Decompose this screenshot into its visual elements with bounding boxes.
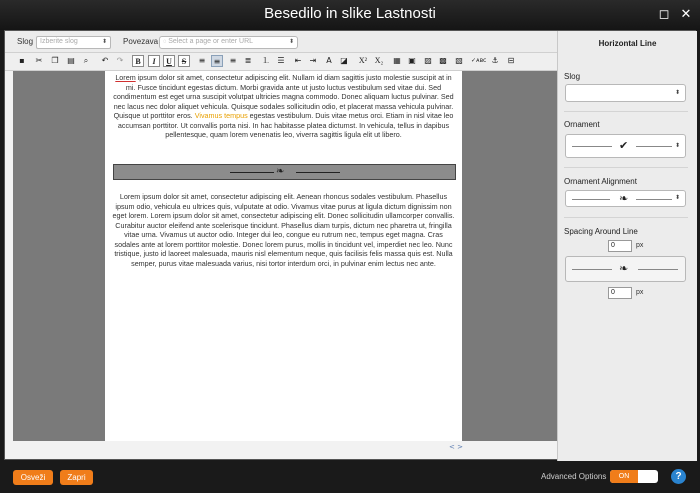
paragraph-1[interactable]	[111, 73, 456, 140]
paragraph-2[interactable]: Lorem ipsum dolor sit amet, consectetur adipiscing elit. Aenean rhoncus sodales vestibulum. Phasellus ipsum odio, vehicula eu ultrices quis, vulputate at odio. Vivamus vitae purus at ligula dictum dignissim non eget lorem. Lorem ipsum dolor sit amet, consectetur adipiscing elit. Donec sollicitudin ullamcorper convallis. Curabitur auctor eleifend ante scelerisque tincidunt. Phasellus diam turpis, dictum nec pharetra ut, fringilla vitae urna. Vivamus ut auctor odio. Integer dui leo, congue eu rutrum nec, tempus eget magna. Cras sodales ante at lorem porttitor molestie. Donec lorem purus, mollis in tincidunt vel, imperdiet nec leo. Nunc tristique, justo id laoreet malesuada, mauris nisl elementum neque, quis facilisis felis massa quis est. Nulla semper, purus vitae malesuada varius, nisi tortor interdum orci, in pulvinar enim lectus nec ante.	[112, 192, 455, 268]
cut-icon[interactable]: ✂	[35, 56, 43, 65]
ornament-alignment-label: Ornament Alignment	[564, 177, 637, 186]
slog-label: Slog	[17, 37, 34, 46]
chevron-updown-icon: ⬍	[674, 194, 680, 201]
slog-select[interactable]	[36, 36, 111, 49]
checkmark-ornament-icon: ✔	[619, 139, 629, 152]
find-icon[interactable]: ⌕	[83, 56, 89, 65]
spacing-label: Spacing Around Line	[564, 227, 638, 236]
image-icon[interactable]: ▨	[424, 56, 432, 65]
ornament-alignment-select[interactable]	[565, 190, 686, 207]
dash-left	[572, 199, 610, 200]
bottom-bar	[0, 461, 700, 493]
editor-toolbar	[5, 53, 557, 71]
gallery-icon[interactable]: ▩	[439, 56, 447, 65]
horizontal-line-icon[interactable]: ⊟	[507, 56, 515, 65]
table-icon[interactable]: ▦	[393, 56, 401, 65]
anchor-icon[interactable]: ⚓	[491, 56, 499, 65]
scroll-arrows-icon[interactable]: < >	[449, 443, 463, 451]
chevron-updown-icon: ⬍	[101, 38, 107, 45]
box-icon[interactable]: ▣	[408, 56, 416, 65]
slog-panel-label: Slog	[564, 72, 581, 81]
ornament-label: Ornament	[564, 120, 600, 129]
divider	[564, 167, 688, 168]
properties-panel	[557, 31, 697, 461]
advanced-options-toggle[interactable]	[610, 470, 658, 483]
leaf-ornament-icon: ❧	[619, 192, 629, 205]
divider	[564, 111, 688, 112]
title-bar	[0, 0, 700, 30]
selected-horizontal-line[interactable]	[113, 164, 456, 180]
dialog-body	[4, 30, 696, 460]
paragraph-1-text-b: egestas vestibulum. Duis vitae metus orci. Etiam in nisl vitae leo accumsan porttitor. Ut convallis porta nisi. In hac habitasse platea dictumst. In vehicula, tellus in dapibus pellentesque, quam lorem venenatis leo, viverra sagittis ligula elit ut libero.	[117, 111, 454, 139]
zapri-button[interactable]: Zapri	[60, 470, 93, 485]
media-icon[interactable]: ▧	[455, 56, 463, 65]
ornament-select[interactable]	[565, 134, 686, 158]
povezava-label: Povezava	[123, 37, 159, 46]
dash-right	[638, 269, 678, 270]
dash-right	[636, 146, 672, 147]
dash-left	[572, 146, 612, 147]
ornament-leaf-icon: ❧	[276, 166, 285, 177]
editor-page[interactable]	[105, 71, 462, 441]
line-left-segment	[230, 172, 274, 173]
spacing-preview	[565, 256, 686, 282]
align-justify-icon[interactable]: ≣	[244, 56, 252, 65]
help-icon[interactable]: ?	[671, 469, 686, 484]
chevron-updown-icon: ⬍	[674, 89, 680, 96]
toggle-on-label: ON	[610, 470, 638, 483]
bullet-list-icon[interactable]: ☰	[277, 56, 285, 65]
align-right-icon[interactable]: ≡	[229, 56, 237, 65]
numbered-list-icon[interactable]: ⒈	[262, 56, 270, 65]
osvezi-button[interactable]: Osveži	[13, 470, 53, 485]
slog-select-placeholder: Izberite slog	[40, 38, 78, 45]
paragraph-1-text-a: ipsum dolor sit amet, consectetur adipiscing elit. Nullam id diam sagittis justo molestie suscipit at in mi. Fusce tincidunt egestas dictum. Morbi gravida ante ut justo luctus vestibulum sed vitae dui. Sed condimentum est eget urna suscipit volutpat ultricies magna commodo. Donec aliquam luctus pulvinar. Sed nec lacus nec dolor aliquet vehicula. Quisque sodales sollicitudin odio, et placerat massa vehicula pulvinar. Quisque ut porttitor eros.	[113, 73, 454, 120]
text-color-icon[interactable]: A	[326, 56, 332, 65]
spacing-leaf-icon: ❧	[619, 262, 629, 275]
superscript-button[interactable]: X²	[358, 56, 368, 65]
panel-title: Horizontal Line	[598, 39, 657, 48]
spellcheck-icon[interactable]: ✓ᴀʙᴄ	[471, 57, 487, 64]
subscript-button[interactable]: X₂	[374, 56, 384, 65]
align-left-icon[interactable]: ≡	[198, 56, 206, 65]
redo-icon[interactable]: ↷	[116, 56, 124, 65]
advanced-options-label: Advanced Options	[541, 472, 607, 481]
misspelled-word: Lorem	[115, 73, 136, 82]
spacing-top-input[interactable]: 0	[608, 240, 632, 252]
chevron-updown-icon: ⬍	[674, 142, 680, 149]
dash-left	[572, 269, 612, 270]
paste-icon[interactable]: ▤	[67, 56, 75, 65]
spacing-bottom-input[interactable]: 0	[608, 287, 632, 299]
spacing-bottom-unit: px	[636, 289, 644, 296]
bold-button[interactable]: B	[132, 55, 144, 67]
save-icon[interactable]: ▪	[19, 56, 25, 65]
divider	[564, 217, 688, 218]
underline-button[interactable]: U	[163, 55, 175, 67]
dash-right	[636, 199, 672, 200]
link-select-placeholder: Select a page or enter URL	[168, 38, 254, 45]
indent-icon[interactable]: ⇥	[309, 56, 317, 65]
slog-panel-select[interactable]	[565, 84, 686, 102]
undo-icon[interactable]: ↶	[101, 56, 109, 65]
link-icon: ◌	[163, 39, 169, 45]
line-right-segment	[296, 172, 340, 173]
maximize-icon[interactable]: ◻	[658, 7, 670, 22]
chevron-updown-icon: ⬍	[288, 38, 294, 45]
spacing-top-unit: px	[636, 242, 644, 249]
italic-button[interactable]: I	[148, 55, 160, 67]
link-select[interactable]	[159, 36, 298, 49]
close-icon[interactable]: ✕	[680, 7, 692, 22]
copy-icon[interactable]: ❐	[51, 56, 59, 65]
align-center-icon[interactable]: ≡	[211, 55, 223, 67]
window-title: Besedilo in slike Lastnosti	[264, 5, 436, 22]
background-color-icon[interactable]: ◪	[340, 56, 348, 65]
outdent-icon[interactable]: ⇤	[294, 56, 302, 65]
highlighted-text: Vivamus tempus	[194, 111, 248, 120]
style-link-bar	[5, 31, 557, 53]
strikethrough-button[interactable]: S	[178, 55, 190, 67]
